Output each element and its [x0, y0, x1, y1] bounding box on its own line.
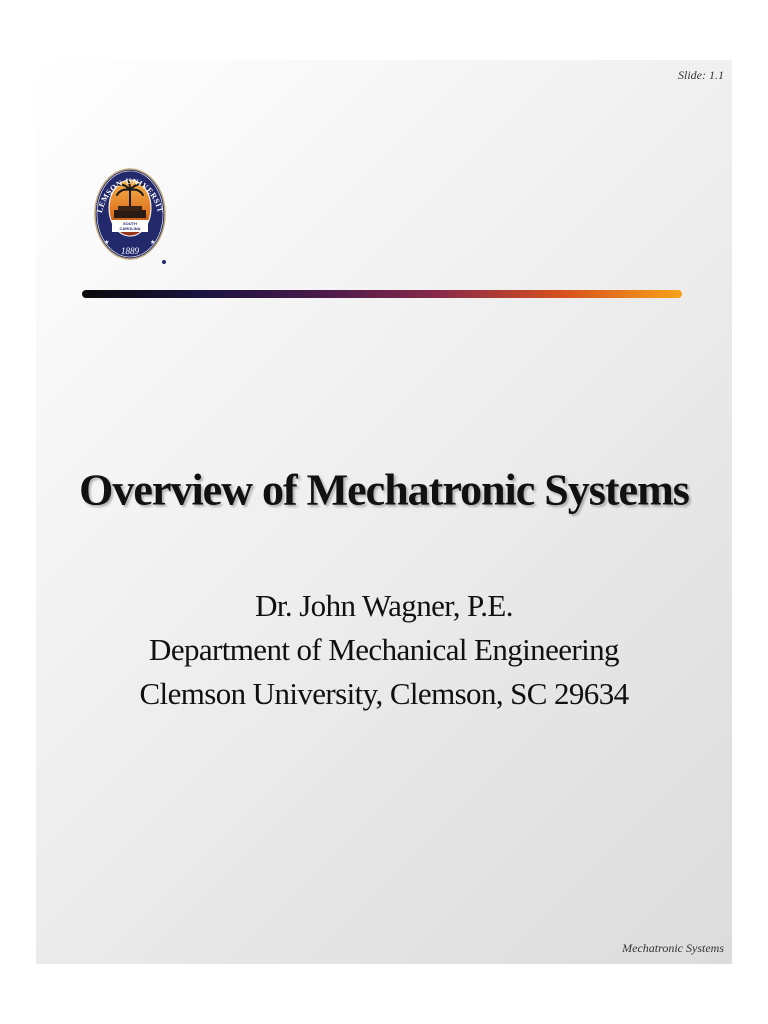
- author-block: [36, 584, 732, 716]
- svg-text:★: ★: [150, 240, 156, 246]
- university-seal-icon: [90, 148, 170, 278]
- svg-text:SOUTH: SOUTH: [123, 221, 137, 226]
- svg-text:1889: 1889: [121, 246, 139, 256]
- slide-title: Overview of Mechatronic Systems: [79, 464, 689, 515]
- slide-number: Slide: 1.1: [678, 68, 724, 82]
- slide: [36, 60, 732, 964]
- svg-text:CAROLINA: CAROLINA: [119, 226, 141, 231]
- university-address: Clemson University, Clemson, SC 29634: [139, 676, 629, 711]
- author-name: Dr. John Wagner, P.E.: [255, 588, 513, 623]
- svg-text:CLEMSON UNIVERSITY: LEMSON UNIVERSIT: [94, 176, 166, 214]
- department-name: Department of Mechanical Engineering: [149, 632, 619, 667]
- title-divider-bar: [82, 290, 682, 298]
- svg-text:★: ★: [104, 240, 110, 246]
- slide-footer: Mechatronic Systems: [622, 941, 724, 955]
